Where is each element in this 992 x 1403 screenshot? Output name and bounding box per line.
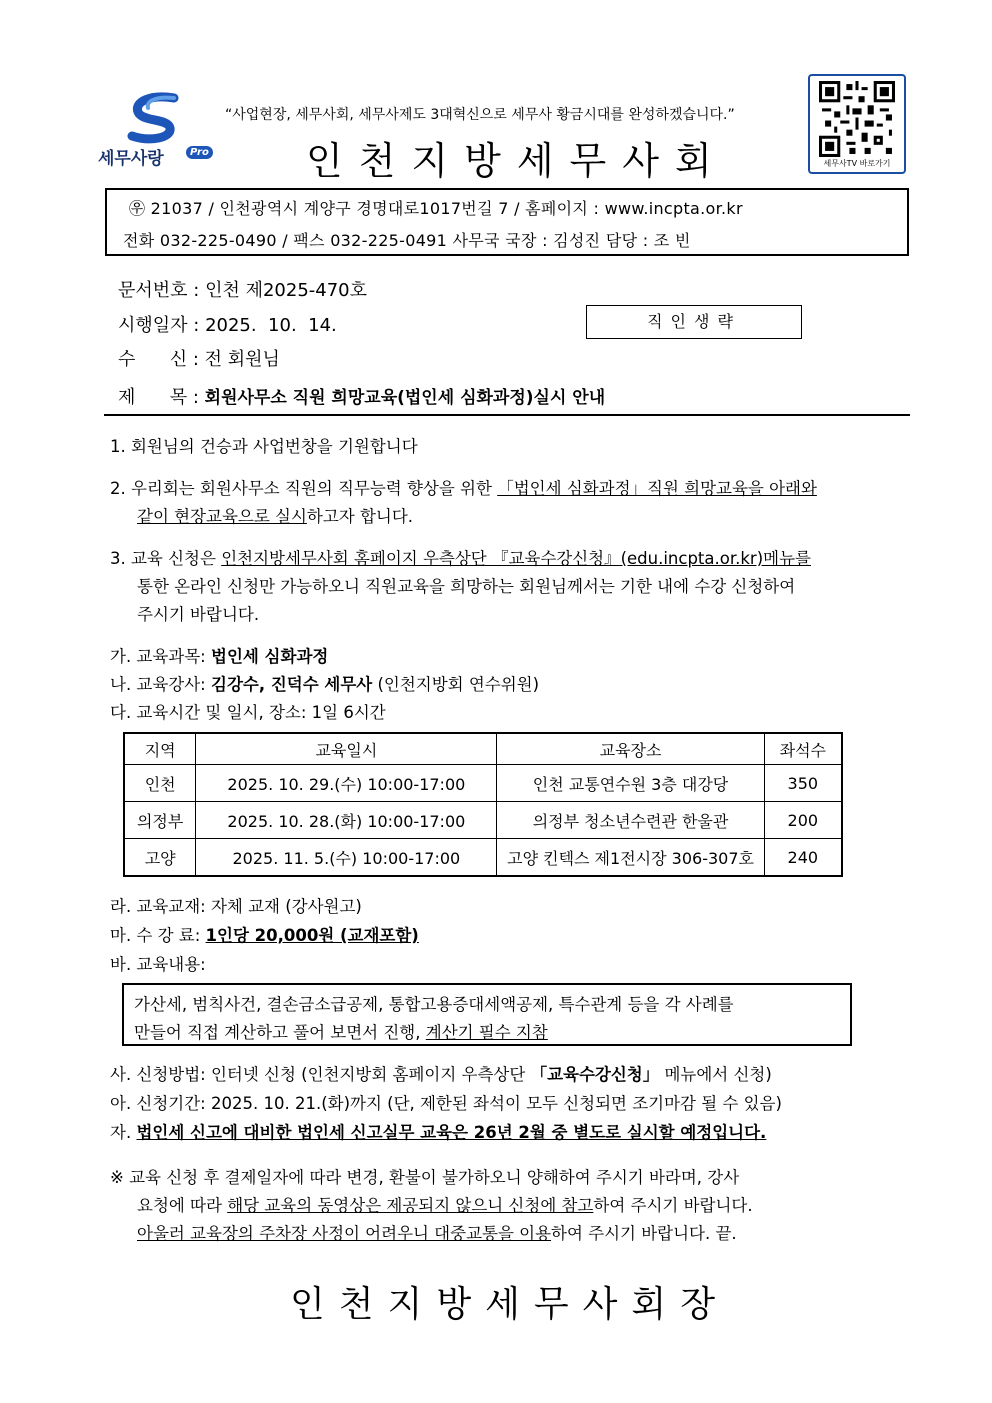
paragraph-2-end: 하고자 합니다. (306, 507, 414, 526)
content-line-2-highlight: 계산기 필수 지참 (425, 1023, 548, 1042)
org-title: 인천지방세무사회 (306, 139, 728, 183)
recipient-label: 수 신 : (118, 349, 199, 370)
schedule-table (123, 732, 843, 877)
table-cell: 2025. 10. 28.(화) 10:00-17:00 (196, 802, 497, 839)
seal-omitted-box: 직인생략 (586, 305, 802, 339)
table-row (124, 802, 842, 839)
item-ma-value: 1인당 20,000원 (교재포함) (205, 926, 419, 945)
paragraph-3-end: 주시기 바랍니다. (137, 605, 260, 624)
note-line-3-highlight: 아울러 교육장의 주차장 사정이 어려우니 대중교통을 이용 (137, 1224, 552, 1243)
logo (92, 92, 222, 172)
item-ma-label: 마. 수 강 료: (110, 926, 206, 945)
table-header: 교육일시 (196, 733, 497, 765)
paragraph-3-highlight: 인천지방세무사회 홈페이지 우측상단 『교육수강신청』(edu.incpta.or.kr)메뉴를 (221, 549, 811, 568)
item-da: 다. 교육시간 및 일시, 장소: 1일 6시간 (110, 703, 386, 722)
slogan: “사업현장, 세무사회, 세무사제도 3대혁신으로 세무사 황금시대를 완성하겠습니다.” (225, 107, 735, 123)
item-ga (110, 643, 328, 667)
item-sa-highlight: 「교육수강신청」 (530, 1065, 660, 1084)
paragraph-3-text: 3. 교육 신청은 (110, 549, 222, 568)
item-ba: 바. 교육내용: (110, 955, 206, 974)
table-cell: 고양 킨텍스 제1전시장 306-307호 (497, 839, 764, 877)
item-sa-end: 메뉴에서 신청) (659, 1065, 772, 1084)
doc-number-value: 인천 제2025-470호 (205, 280, 368, 301)
item-a: 아. 신청기간: 2025. 10. 21.(화)까지 (단, 제한된 좌석이 모두 신청되면 조기마감 될 수 있음) (110, 1094, 782, 1113)
subject-label: 제 목 : (118, 387, 199, 408)
content-line-2 (134, 1019, 548, 1043)
item-ra: 라. 교육교재: 자체 교재 (강사원고) (110, 897, 362, 916)
note-line-1: ※ 교육 신청 후 결제일자에 따라 변경, 환불이 불가하오니 양해하여 주시기 바라며, 강사 (110, 1168, 740, 1187)
table-cell: 인천 교통연수원 3층 대강당 (497, 765, 764, 802)
issue-date-label: 시행일자 : (118, 315, 200, 336)
table-row (124, 839, 842, 877)
table-row (124, 765, 842, 802)
qr-label: 세무사TV 바로가기 (823, 159, 891, 168)
doc-number (118, 276, 367, 302)
item-sa-text: 사. 신청방법: 인터넷 신청 (인천지방회 홈페이지 우측상단 (110, 1065, 531, 1084)
paragraph-2-cont (137, 503, 413, 527)
note-line-2-text: 요청에 따라 (137, 1196, 228, 1215)
item-na-value: 김강수, 진덕수 세무사 (211, 675, 373, 694)
paragraph-2-highlight: 「법인세 심화과정」직원 희망교육을 아래와 (497, 479, 817, 498)
recipient (118, 345, 280, 371)
item-ga-value: 법인세 심화과정 (211, 647, 329, 666)
address-line: ㉾ 21037 / 인천광역시 계양구 경명대로1017번길 7 / 홈페이지 : www.incpta.or.kr (129, 199, 743, 218)
table-header-row (124, 733, 842, 765)
table-header: 좌석수 (764, 733, 842, 765)
qr-code-icon (818, 81, 896, 157)
item-na-note: (인천지방회 연수위원) (372, 675, 540, 694)
paragraph-3-cont: 통한 온라인 신청만 가능하오니 직원교육을 희망하는 회원님께서는 기한 내에 수강 신청하여 (137, 577, 796, 596)
item-na-label: 나. 교육강사: (110, 675, 211, 694)
note-line-3 (137, 1220, 737, 1244)
item-ja-value: 법인세 신고에 대비한 법인세 신고실무 교육은 26년 2월 중 별도로 실시할 예정입니다. (136, 1123, 767, 1142)
table-header: 교육장소 (497, 733, 764, 765)
paragraph-2-text: 2. 우리회는 회원사무소 직원의 직무능력 향상을 위한 (110, 479, 498, 498)
logo-badge: Pro (186, 146, 213, 159)
paragraph-2-highlight-2: 같이 현장교육으로 실시 (137, 507, 307, 526)
subject-value: 회원사무소 직원 희망교육(법인세 심화과정)실시 안내 (204, 388, 606, 408)
item-na (110, 671, 539, 695)
item-ma (110, 922, 419, 946)
signature: 인천지방세무사회장 (290, 1284, 729, 1325)
table-cell: 의정부 청소년수련관 한울관 (497, 802, 764, 839)
note-line-2 (137, 1192, 753, 1216)
logo-s-icon (92, 92, 222, 144)
address-box (105, 188, 909, 256)
issue-date-value: 2025. 10. 14. (205, 315, 337, 336)
note-line-3-end: 하여 주시기 바랍니다. 끝. (551, 1224, 737, 1243)
subject (118, 383, 605, 409)
note-line-2-highlight: 해당 교육의 동영상은 제공되지 않으니 신청에 참고 (227, 1196, 594, 1215)
table-cell: 고양 (124, 839, 196, 877)
table-header: 지역 (124, 733, 196, 765)
item-ja (110, 1119, 766, 1143)
table-cell: 200 (764, 802, 842, 839)
item-ga-label: 가. 교육과목: (110, 647, 211, 666)
note-line-2-end: 하여 주시기 바랍니다. (593, 1196, 753, 1215)
content-box (122, 983, 852, 1046)
paragraph-2 (110, 475, 817, 499)
issue-date (118, 311, 337, 337)
divider (104, 414, 910, 416)
paragraph-1: 1. 회원님의 건승과 사업번창을 기원합니다 (110, 437, 418, 456)
item-sa (110, 1061, 772, 1085)
table-cell: 의정부 (124, 802, 196, 839)
recipient-value: 전 회원님 (204, 349, 280, 370)
paragraph-3 (110, 545, 811, 569)
content-line-2-text: 만들어 직접 계산하고 풀어 보면서 진행, (134, 1023, 426, 1042)
table-cell: 2025. 11. 5.(수) 10:00-17:00 (196, 839, 497, 877)
doc-number-label: 문서번호 : (118, 280, 200, 301)
logo-text: 세무사랑 (98, 149, 164, 169)
table-cell: 2025. 10. 29.(수) 10:00-17:00 (196, 765, 497, 802)
table-cell: 350 (764, 765, 842, 802)
qr-code[interactable] (808, 74, 906, 174)
contact-line: 전화 032-225-0490 / 팩스 032-225-0491 사무국 국장 : 김성진 담당 : 조 빈 (123, 231, 691, 250)
table-cell: 인천 (124, 765, 196, 802)
content-line-1: 가산세, 범칙사건, 결손금소급공제, 통합고용증대세액공제, 특수관계 등을 각 사례를 (134, 995, 734, 1014)
table-cell: 240 (764, 839, 842, 877)
item-ja-label: 자. (110, 1123, 137, 1142)
